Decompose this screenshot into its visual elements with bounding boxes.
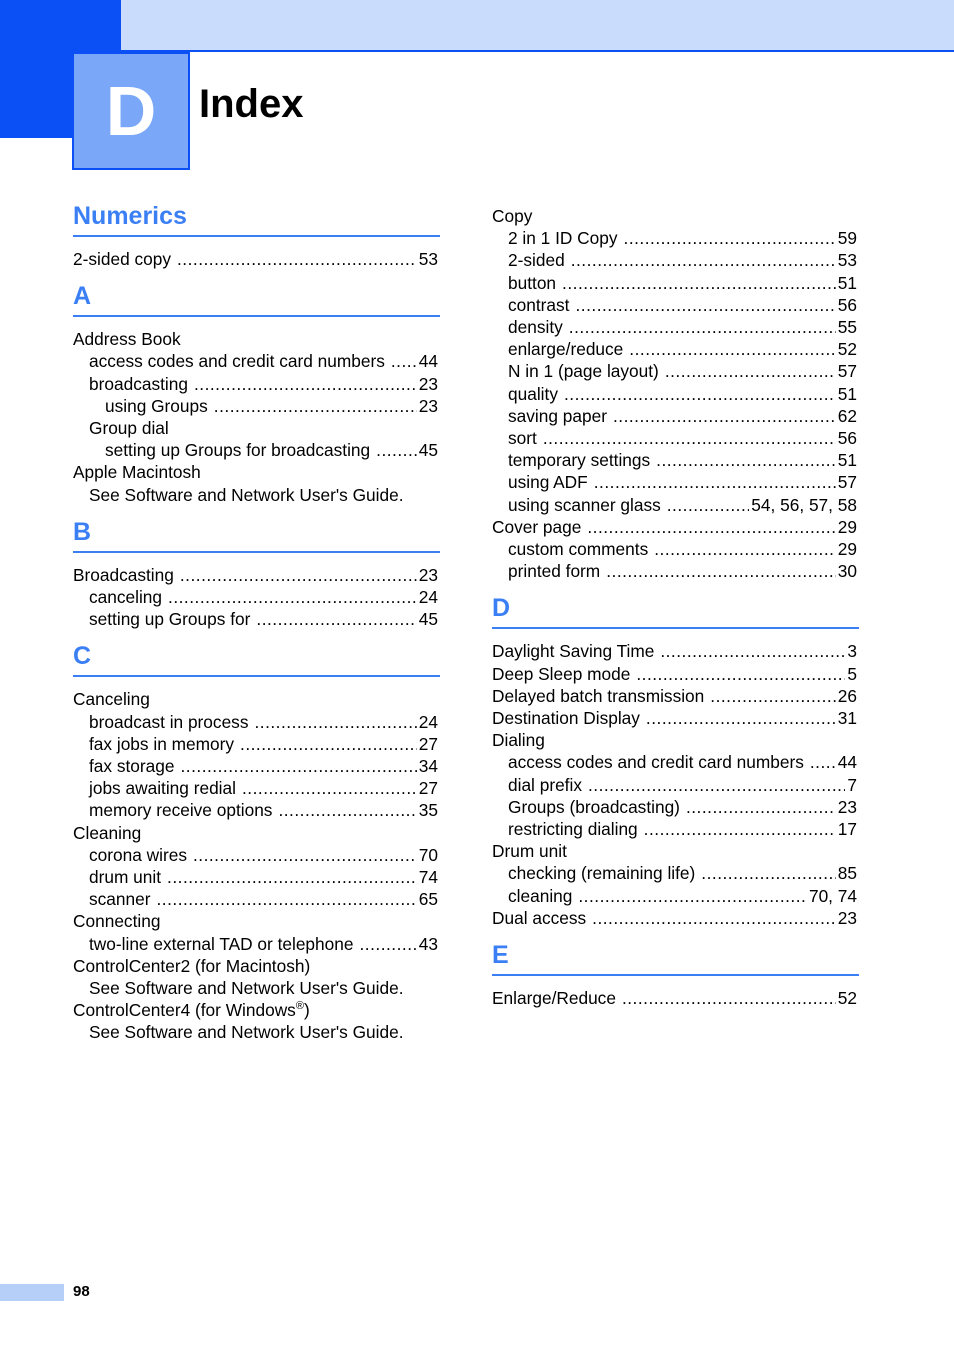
index-entry-text: scanner xyxy=(89,889,151,910)
index-entry-text: saving paper xyxy=(508,405,607,426)
index-entry xyxy=(508,249,857,271)
index-entry-text: Destination Display xyxy=(492,708,640,728)
index-entry-text: corona wires xyxy=(89,844,187,865)
index-entry-text: jobs awaiting redial xyxy=(89,778,236,799)
leader-dots xyxy=(214,395,417,417)
index-entry-text: enlarge/reduce xyxy=(508,339,624,360)
registered-mark: ® xyxy=(295,1000,304,1013)
page-title: Index xyxy=(199,82,304,126)
index-entry-label xyxy=(73,955,310,977)
index-entry-label xyxy=(89,844,187,866)
index-entry-label xyxy=(105,439,370,461)
index-entry-label xyxy=(508,885,572,907)
leader-dots xyxy=(665,360,836,382)
leader-dots xyxy=(240,733,417,755)
index-entry-text: using ADF xyxy=(508,472,588,493)
leader-dots xyxy=(391,350,417,372)
index-entry-label xyxy=(492,640,654,662)
index-entry xyxy=(492,640,857,662)
index-entry xyxy=(89,1021,438,1043)
index-entry-text: custom comments xyxy=(508,539,649,559)
index-entry-text: Canceling xyxy=(73,689,150,710)
index-entry-text: 2-sided copy xyxy=(73,249,171,269)
leader-dots xyxy=(710,685,835,707)
index-entry xyxy=(73,910,438,932)
index-entry xyxy=(73,688,438,710)
index-entry-text: access codes and credit card numbers xyxy=(508,752,804,773)
index-entry xyxy=(508,494,857,516)
index-entry-page: 56 xyxy=(837,428,857,448)
chapter-letter: D xyxy=(105,72,157,150)
index-entry-text: fax jobs in memory xyxy=(89,733,235,754)
index-entry xyxy=(508,560,857,582)
index-entry-page: 53 xyxy=(418,249,438,269)
index-entry xyxy=(105,395,438,417)
index-entry-page: 51 xyxy=(837,383,857,404)
index-entry xyxy=(492,685,857,707)
index-entry xyxy=(508,427,857,449)
index-entry-page: 35 xyxy=(418,800,438,821)
index-entry-text: Drum unit xyxy=(492,841,567,862)
index-entry xyxy=(89,844,438,866)
index-entry-suffix: ) xyxy=(303,1000,310,1021)
index-entry-page: 45 xyxy=(418,440,438,461)
index-entry xyxy=(492,205,857,227)
section-heading: D xyxy=(492,596,859,629)
index-entry-page: 23 xyxy=(418,373,438,394)
index-entry-label xyxy=(508,272,556,294)
index-entry-label xyxy=(89,484,404,506)
index-entry-page: 62 xyxy=(837,405,857,426)
index-entry-page: 55 xyxy=(837,317,857,337)
index-entry xyxy=(508,272,857,294)
index-entry-page: 23 xyxy=(837,796,857,817)
index-entry-page: 54, 56, 57, 58 xyxy=(751,494,857,515)
index-entry-page: 23 xyxy=(418,395,438,416)
index-entry-text: Cleaning xyxy=(73,822,142,843)
index-entry-page: 27 xyxy=(418,733,438,754)
index-entry-label xyxy=(89,586,162,608)
section-heading: A xyxy=(73,284,440,317)
index-entry-text: memory receive options xyxy=(89,800,273,821)
index-entry-label xyxy=(508,818,638,840)
leader-dots xyxy=(376,439,417,461)
leader-dots xyxy=(686,796,836,818)
index-entry-label xyxy=(492,685,704,707)
leader-dots xyxy=(624,227,836,249)
index-entry-label xyxy=(105,395,208,417)
index-entry xyxy=(73,999,438,1021)
index-entry-text: temporary settings xyxy=(508,450,651,471)
index-entry-label xyxy=(73,328,181,350)
index-entry-label xyxy=(73,822,141,844)
index-entry-page: 23 xyxy=(418,564,438,585)
leader-dots xyxy=(543,427,836,449)
leader-dots xyxy=(587,516,835,538)
index-entry-label xyxy=(508,560,600,582)
index-entry-page: 56 xyxy=(837,294,857,315)
index-entry xyxy=(492,707,857,729)
index-entry-text: broadcasting xyxy=(89,373,188,394)
leader-dots xyxy=(167,866,417,888)
index-entry xyxy=(73,822,438,844)
index-entry-text: using scanner glass xyxy=(508,494,661,515)
index-entry-label xyxy=(508,316,563,338)
index-entry-label xyxy=(508,494,661,516)
index-entry-label xyxy=(89,799,272,821)
leader-dots xyxy=(156,888,416,910)
index-entry-label xyxy=(508,796,680,818)
index-entry xyxy=(89,417,438,439)
index-entry-label xyxy=(492,516,581,538)
index-entry-text: Enlarge/Reduce xyxy=(492,988,616,1008)
index-entry-page: 17 xyxy=(837,819,857,839)
index-entry xyxy=(89,373,438,395)
header-band-light xyxy=(121,0,954,52)
index-entry-label xyxy=(508,227,618,249)
leader-dots xyxy=(181,755,417,777)
index-entry-text: Apple Macintosh xyxy=(73,462,201,483)
index-entry-page: 5 xyxy=(847,663,857,684)
index-entry-text: Cover page xyxy=(492,516,582,537)
index-entry xyxy=(89,608,438,630)
index-entry-text: ControlCenter4 (for Windows xyxy=(73,1000,296,1021)
index-entry-text: Connecting xyxy=(73,911,161,932)
leader-dots xyxy=(588,774,845,796)
index-entry-label xyxy=(508,294,569,316)
index-entry-page: 70 xyxy=(418,844,438,865)
index-entry-text: Groups (broadcasting) xyxy=(508,796,680,817)
index-entry-label xyxy=(73,248,171,270)
index-entry xyxy=(73,328,438,350)
index-entry-text: Broadcasting xyxy=(73,564,174,585)
index-entry-text: 2 in 1 ID Copy xyxy=(508,228,618,249)
index-entry xyxy=(89,733,438,755)
page-number: 98 xyxy=(73,1283,90,1300)
leader-dots xyxy=(594,471,836,493)
index-entry-label xyxy=(89,711,248,733)
index-entry xyxy=(508,227,857,249)
index-entry-page: 85 xyxy=(837,863,857,884)
index-entry-text: See Software and Network User's Guide. xyxy=(89,484,404,505)
index-entry-label xyxy=(73,564,174,586)
index-entry xyxy=(89,777,438,799)
index-entry-label xyxy=(89,866,161,888)
index-entry xyxy=(89,586,438,608)
index-entry xyxy=(492,729,857,751)
index-entry-page: 23 xyxy=(837,907,857,928)
index-entry-label xyxy=(89,888,150,910)
index-entry-text: Copy xyxy=(492,206,533,226)
index-entry-label xyxy=(492,707,640,729)
index-entry-text: Daylight Saving Time xyxy=(492,641,655,662)
index-entry-page: 52 xyxy=(837,339,857,360)
index-entry-page: 65 xyxy=(418,889,438,910)
index-entry xyxy=(508,885,857,907)
leader-dots xyxy=(575,294,835,316)
index-entry-page: 57 xyxy=(837,361,857,382)
leader-dots xyxy=(667,494,750,516)
index-entry xyxy=(508,862,857,884)
index-entry-page: 70, 74 xyxy=(808,885,857,906)
index-entry-text: Dual access xyxy=(492,907,587,928)
leader-dots xyxy=(644,818,836,840)
index-entry-text: setting up Groups for xyxy=(89,609,251,630)
leader-dots xyxy=(194,373,417,395)
index-entry xyxy=(89,350,438,372)
index-entry-label xyxy=(508,338,623,360)
index-entry xyxy=(508,471,857,493)
index-entry-text: checking (remaining life) xyxy=(508,863,696,884)
index-entry xyxy=(89,755,438,777)
index-entry-label xyxy=(89,373,188,395)
index-entry-text: Address Book xyxy=(73,329,181,350)
index-entry-text: contrast xyxy=(508,294,570,315)
index-entry xyxy=(492,907,857,929)
index-entry xyxy=(508,316,857,338)
leader-dots xyxy=(578,885,807,907)
index-entry-page: 29 xyxy=(837,539,857,559)
section-heading: B xyxy=(73,520,440,553)
index-entry-text: using Groups xyxy=(105,395,208,416)
index-entry-label xyxy=(492,205,532,227)
index-entry xyxy=(508,294,857,316)
index-entry-page: 7 xyxy=(847,774,857,795)
leader-dots xyxy=(654,538,836,560)
index-entry-text: dial prefix xyxy=(508,774,582,795)
leader-dots xyxy=(592,907,836,929)
index-entry-page: 45 xyxy=(418,609,438,630)
index-entry xyxy=(508,774,857,796)
leader-dots xyxy=(656,449,836,471)
index-entry-page: 27 xyxy=(418,778,438,799)
index-entry-label xyxy=(89,933,353,955)
index-entry-label xyxy=(508,360,659,382)
section-heading: Numerics xyxy=(73,204,440,237)
index-entry xyxy=(508,818,857,840)
leader-dots xyxy=(562,272,836,294)
index-entry-page: 3 xyxy=(847,641,857,662)
index-entry-label xyxy=(508,383,558,405)
index-entry xyxy=(89,711,438,733)
index-entry-text: Delayed batch transmission xyxy=(492,685,705,706)
section-heading: E xyxy=(492,943,859,976)
index-entry xyxy=(508,338,857,360)
leader-dots xyxy=(660,640,845,662)
index-entry xyxy=(73,461,438,483)
index-entry-page: 44 xyxy=(418,351,438,372)
leader-dots xyxy=(168,586,417,608)
index-entry xyxy=(508,796,857,818)
index-entry-page: 57 xyxy=(837,472,857,493)
index-entry-page: 34 xyxy=(418,756,438,776)
index-entry-text: sort xyxy=(508,428,537,448)
index-entry-text: 2-sided xyxy=(508,250,565,271)
index-entry-text: broadcast in process xyxy=(89,711,249,732)
index-entry-label xyxy=(73,461,201,483)
index-entry-page: 24 xyxy=(418,711,438,732)
index-entry-page: 59 xyxy=(837,228,857,249)
index-entry-page: 53 xyxy=(837,250,857,271)
index-entry-text: Dialing xyxy=(492,730,545,751)
index-entry-label xyxy=(508,427,537,449)
index-entry xyxy=(508,751,857,773)
index-entry-label xyxy=(508,405,607,427)
index-entry-page: 30 xyxy=(837,561,857,582)
leader-dots xyxy=(242,777,417,799)
index-entry xyxy=(89,977,438,999)
index-entry xyxy=(89,888,438,910)
index-entry xyxy=(508,405,857,427)
leader-dots xyxy=(613,405,836,427)
index-entry-label xyxy=(508,774,582,796)
leader-dots xyxy=(254,711,416,733)
index-entry xyxy=(73,564,438,586)
leader-dots xyxy=(177,248,417,270)
index-entry-text: cleaning xyxy=(508,885,573,906)
index-entry-text: drum unit xyxy=(89,867,162,887)
index-entry xyxy=(89,933,438,955)
chapter-letter-box xyxy=(72,52,190,170)
index-entry xyxy=(73,955,438,977)
index-entry-page: 74 xyxy=(418,867,438,887)
index-entry-text: See Software and Network User's Guide. xyxy=(89,1022,404,1043)
index-entry-text: two-line external TAD or telephone xyxy=(89,933,354,954)
leader-dots xyxy=(606,560,836,582)
index-entry-label xyxy=(508,249,565,271)
index-entry-label xyxy=(492,907,586,929)
index-entry-text: ControlCenter2 (for Macintosh) xyxy=(73,955,311,976)
index-entry xyxy=(73,248,438,270)
index-entry-label xyxy=(89,777,236,799)
index-entry-text: N in 1 (page layout) xyxy=(508,361,659,382)
index-entry-text: density xyxy=(508,317,563,337)
index-entry-label xyxy=(89,1021,404,1043)
leader-dots xyxy=(571,249,836,271)
index-entry-text: printed form xyxy=(508,561,601,582)
section-heading: C xyxy=(73,644,440,677)
index-entry-label xyxy=(492,987,616,1009)
index-entry-text: Group dial xyxy=(89,418,169,438)
index-entry-label xyxy=(89,755,175,777)
index-entry-page: 52 xyxy=(837,988,857,1008)
index-entry-label xyxy=(492,663,630,685)
index-entry-page: 24 xyxy=(418,587,438,607)
index-entry-text: See Software and Network User's Guide. xyxy=(89,978,404,998)
index-entry-label xyxy=(73,910,160,932)
leader-dots xyxy=(256,608,416,630)
index-entry-text: canceling xyxy=(89,587,163,607)
index-entry-label xyxy=(508,538,648,560)
index-entry xyxy=(89,484,438,506)
index-entry-label xyxy=(508,449,650,471)
index-entry-label xyxy=(89,417,169,439)
index-entry-text: fax storage xyxy=(89,756,175,776)
index-entry-page: 51 xyxy=(837,450,857,471)
index-entry-page: 44 xyxy=(837,752,857,773)
footer-band xyxy=(0,1284,64,1301)
index-entry xyxy=(508,360,857,382)
index-entry-label xyxy=(492,729,545,751)
index-entry xyxy=(492,663,857,685)
leader-dots xyxy=(569,316,836,338)
leader-dots xyxy=(180,564,417,586)
leader-dots xyxy=(636,663,845,685)
index-entry-page: 29 xyxy=(837,516,857,537)
leader-dots xyxy=(629,338,835,360)
index-entry-page: 51 xyxy=(837,272,857,293)
index-entry xyxy=(492,840,857,862)
index-entry-text: button xyxy=(508,272,557,293)
index-entry-text: access codes and credit card numbers xyxy=(89,351,385,372)
index-entry xyxy=(492,516,857,538)
index-entry xyxy=(89,866,438,888)
index-entry xyxy=(105,439,438,461)
index-entry-label xyxy=(89,608,250,630)
index-entry-text: quality xyxy=(508,383,558,404)
index-entry-page: 31 xyxy=(837,708,857,728)
index-entry-text: Deep Sleep mode xyxy=(492,663,631,684)
index-entry xyxy=(508,383,857,405)
index-entry-label xyxy=(73,999,310,1021)
index-entry-label xyxy=(73,688,150,710)
index-entry-label xyxy=(508,862,695,884)
leader-dots xyxy=(622,987,836,1009)
index-entry xyxy=(89,799,438,821)
index-entry-label xyxy=(89,733,234,755)
leader-dots xyxy=(359,933,416,955)
index-entry-label xyxy=(508,471,588,493)
index-entry-text: setting up Groups for broadcasting xyxy=(105,440,371,461)
index-entry-label xyxy=(89,350,385,372)
index-entry xyxy=(492,987,857,1009)
index-entry-page: 26 xyxy=(837,685,857,706)
leader-dots xyxy=(193,844,417,866)
leader-dots xyxy=(701,862,835,884)
index-entry-page: 43 xyxy=(418,933,438,954)
index-entry-text: restricting dialing xyxy=(508,819,638,839)
index-entry-label xyxy=(89,977,404,999)
index-entry-label xyxy=(492,840,567,862)
index-entry-label xyxy=(508,751,804,773)
leader-dots xyxy=(278,799,416,821)
index-entry xyxy=(508,538,857,560)
leader-dots xyxy=(646,707,836,729)
leader-dots xyxy=(564,383,836,405)
leader-dots xyxy=(810,751,836,773)
index-entry xyxy=(508,449,857,471)
